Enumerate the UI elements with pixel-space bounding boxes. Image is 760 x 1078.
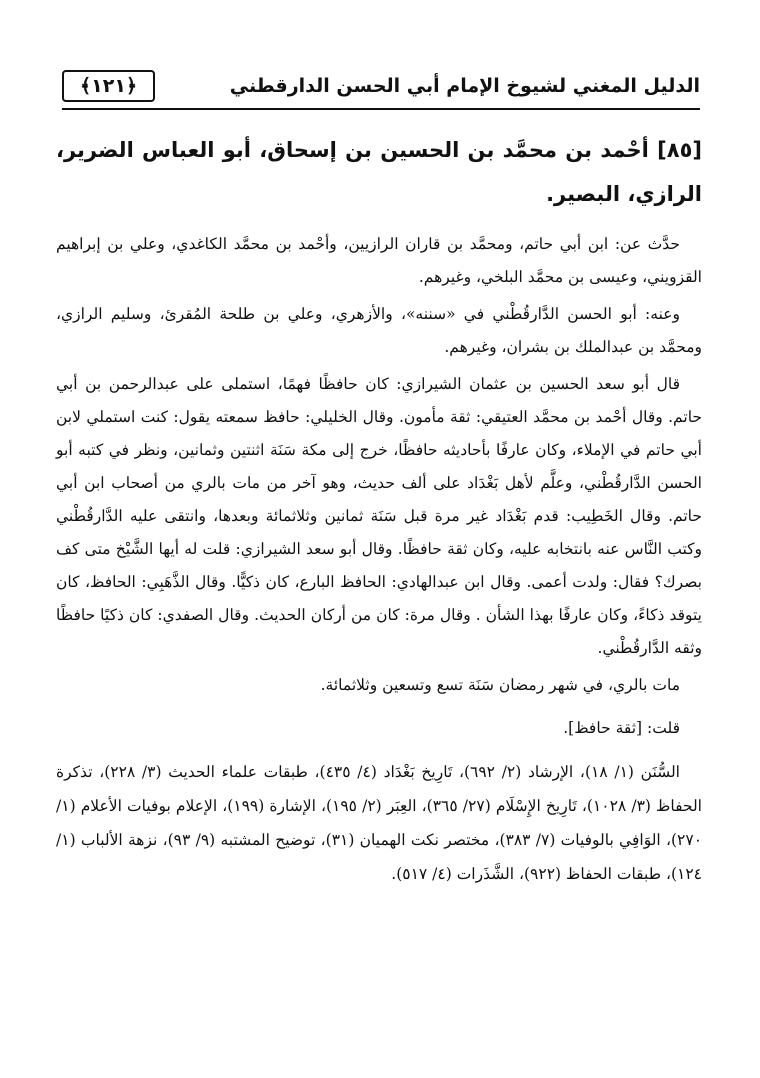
page-body — [56, 128, 702, 891]
running-header — [62, 66, 700, 106]
paragraph-death: مات بالري، في شهر رمضان سَنَة تسع وتسعين وثلاثمائة. — [320, 676, 680, 694]
entry-title: [٨٥] أحْمد بن محمَّد بن الحسين بن إسحاق، أبو العباس الضرير، الرازي، البصير. — [56, 138, 702, 206]
running-title: الدليل المغني لشيوخ الإمام أبي الحسن الدارقطني — [229, 75, 700, 97]
paragraph-evaluations: قال أبو سعد الحسين بن عثمان الشيرازي: كان حافظًا فهمًا، استملى على عبدالرحمن بن أبي حاتم. وقال أحْمد بن محمَّد العتيقي: ثقة مأمون. وقال الخليلي: حافظ سمعته يقول: كنت استملي لابن أبي حاتم في الإملاء، وكان عارفًا بأحاديثه حافظًا، خرج إلى مكة سَنَة اثنتين وثمانين، ونظر في كتبه أبو الحسن الدَّارقُطْني، وعلَّم لأهل بَغْدَاد على ألف حديث، وهو آخر من مات بالري من أصحاب ابن أبي حاتم. وقال الخَطِيب: قدم بَغْدَاد غير مرة قبل سَنَة ثمانين وثلاثمائة وبعدها، وانتقى عليه الدَّارقُطْني وكتب النَّاس عنه بانتخابه عليه، وكان ثقة حافظًا. وقال أبو سعد الشيرازي: قلت له أيها الشَّيْخ متى كف بصرك؟ فقال: ولدت أعمى. وقال ابن عبدالهادي: الحافظ البارع، كان ذكيًّا. وقال الذَّهَبِي: الحافظ، كان يتوقد ذكاءً، وكان عارفًا بهذا الشأن . وقال مرة: كان من أركان الحديث. وقال الصفدي: كان ذكيًا حافظًا وثقه الدَّارقُطْني. — [56, 375, 702, 657]
page-number: ﴿١٢١﴾ — [62, 70, 155, 102]
paragraph-teachers: حدَّث عن: ابن أبي حاتم، ومحمَّد بن قاران الرازيين، وأحْمد بن محمَّد الكاغدي، وعلي بن إبراهيم القزويني، وعيسى بن محمَّد البلخي، وغيرهم. — [56, 235, 702, 286]
sources-list: السُّنَن (١/ ١٨)، الإرشاد (٢/ ٦٩٢)، تَارِيخ بَغْدَاد (٤/ ٤٣٥)، طبقات علماء الحديث (٣/ ٢٢٨)، تذكرة الحفاظ (٣/ ١٠٢٨)، تَارِيخ الإِسْلَام (٢٧/ ٣٦٥)، العِبَر (٢/ ١٩٥)، الإشارة (١٩٩)، الإعلام بوفيات الأعلام (١/ ٢٧٠)، الوَافِي بالوفيات (٧/ ٣٨٣)، مختصر نكت الهميان (٣١)، توضيح المشتبه (٩/ ٩٣)، نزهة الألباب (١/ ١٢٤)، طبقات الحفاظ (٩٢٢)، الشَّذَرات (٤/ ٥١٧). — [56, 763, 703, 883]
header-divider — [62, 108, 700, 110]
paragraph-students: وعنه: أبو الحسن الدَّارقُطْني في «سننه»، والأزهري، وعلي بن طلحة المُقرئ، وسليم الرازي، ومحمَّد بن عبدالملك بن بشران، وغيرهم. — [56, 305, 702, 356]
verdict: قلت: [ثقة حافظ]. — [563, 719, 680, 737]
